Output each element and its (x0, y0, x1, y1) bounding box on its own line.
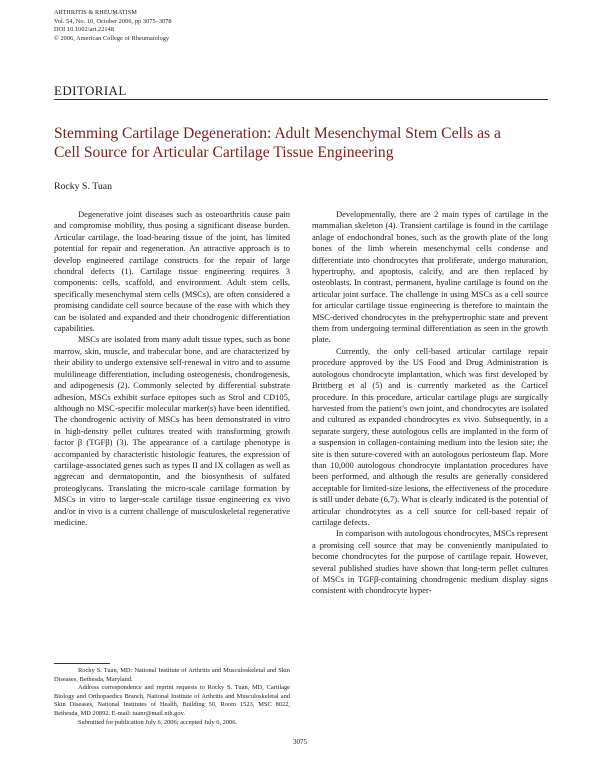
right-column (312, 209, 548, 597)
body-paragraph: Developmentally, there are 2 main types of cartilage in the mammalian skeleton (4). Transient cartilage is found in the cartilage anlage of endochondral bones, such as the growth plate of the long bones of the limb wherein mesenchymal cells condense and differentiate into chondrocytes that proliferate, undergo maturation, hypertrophy, and apoptosis, calcify, and are then replaced by osteoblasts. In contrast, permanent, hyaline cartilage is found on the articular joint surface. The challenge in using MSCs as a cell source for articular cartilage tissue engineering is therefore to maintain the MSC-derived chondrocytes in the prehypertrophic state and prevent them from undergoing terminal differentiation as seen in the growth plate. (312, 209, 548, 345)
footnote-submission: Submitted for publication July 6, 2006; accepted July 6, 2006. (78, 718, 238, 726)
footnote-affiliation: Rocky S. Tuan, MD: National Institute of Arthritis and Musculoskeletal and Skin Diseases, Bethesda, Maryland. (54, 667, 290, 683)
page-number: 3075 (293, 738, 307, 746)
section-divider (54, 99, 548, 100)
footnote-correspondence: Address correspondence and reprint requests to Rocky S. Tuan, MD, Cartilage Biology and Orthopaedics Branch, National Institute of Arthritis and Musculoskeletal and Skin Diseases, National Institutes of Health, Building 50, Room 1523, MSC 8022, Bethesda, MD 20892. E-mail: tuanr@mail.nih.gov. (54, 684, 290, 717)
footnote-divider (54, 663, 110, 664)
body-paragraph: Degenerative joint diseases such as osteoarthritis cause pain and compromise mobility, thus posing a significant disease burden. Articular cartilage, the load-bearing tissue of the joint, has limited potential for repair and regeneration. An attractive approach is to develop engineered cartilage constructs for the repair of large chondral defects (1). Cartilage tissue engineering requires 3 components: cells, scaffold, and environment. Adult stem cells, specifically mesenchymal stem cells (MSCs), are often considered a promising candidate cell source because of the ease with which they can be isolated and expanded and their chondrogenic differentiation capabilities. (54, 209, 290, 334)
body-paragraph: In comparison with autologous chondrocytes, MSCs represent a promising cell source that may be conveniently manipulated to become chondrocytes for the purpose of cartilage repair. However, several published studies have shown that long-term pellet cultures of MSCs in TGFβ-containing chondrogenic medium display signs consistent with chondrocyte hyper- (312, 528, 548, 596)
journal-name: ARTHRITIS & RHEUMATISM (54, 9, 137, 16)
journal-header (54, 9, 172, 43)
body-paragraph: MSCs are isolated from many adult tissue types, such as bone marrow, skin, muscle, and trabecular bone, and are characterized by their ability to undergo extensive self-renewal in vitro and to assume multilineage differentiation, including osteogenesis, chondrogenesis, and adipogenesis (2). Commonly selected by differential substrate adhesion, MSCs exhibit surface epitopes such as Strol and CD105, although no MSC-specific molecular marker(s) have been identified. The chondrogenic activity of MSCs has been demonstrated in vitro in high-density pellet cultures treated with transforming growth factor β (TGFβ) (3). The appearance of a cartilage phenotype is accompanied by characteristic histologic features, the expression of cartilage-associated genes such as types II and IX collagen as well as aggrecan and dermatopontin, and the biosynthesis of sulfated proteoglycans. Translating the micro-scale cartilage formation by MSCs in vitro to larger-scale cartilage tissue engineering ex vivo and/or in vivo is a current challenge of musculoskeletal regenerative medicine. (54, 334, 290, 527)
article-author: Rocky S. Tuan (54, 181, 112, 192)
body-paragraph: Currently, the only cell-based articular cartilage repair procedure approved by the US Food and Drug Administration is autologous chondrocyte implantation, which was first developed by Brittberg et al (5) and is currently marketed as the Carticel procedure. In this procedure, articular cartilage plugs are surgically harvested from the patient’s own joint, and chondrocytes are isolated and cultured as expanded chondrocytes ex vivo. Subsequently, in a separate surgery, these autologous cells are implanted in the form of a suspension in collagen-containing medium into the lesion site; the site is then suture-covered with an autologous periosteum flap. More than 10,000 autologous chondrocyte implantation procedures have been performed, and although the results are generally considered acceptable for limited-size lesions, the effectiveness of the procedure is still under debate (6,7). What is clearly indicated is the potential of articular chondrocytes as a cell source for cell-based repair of cartilage defects. (312, 345, 548, 527)
journal-doi: DOI 10.1002/art.22148 (54, 26, 115, 34)
footnotes (54, 667, 290, 727)
left-column (54, 209, 290, 528)
journal-volume: Vol. 54, No. 10, October 2006, pp 3075–3078 (54, 17, 172, 25)
section-label: EDITORIAL (54, 83, 127, 98)
article-title: Stemming Cartilage Degeneration: Adult Mesenchymal Stem Cells as a Cell Source for Articular Cartilage Tissue Engineering (54, 125, 501, 161)
journal-copyright: © 2006, American College of Rheumatology (54, 34, 170, 42)
